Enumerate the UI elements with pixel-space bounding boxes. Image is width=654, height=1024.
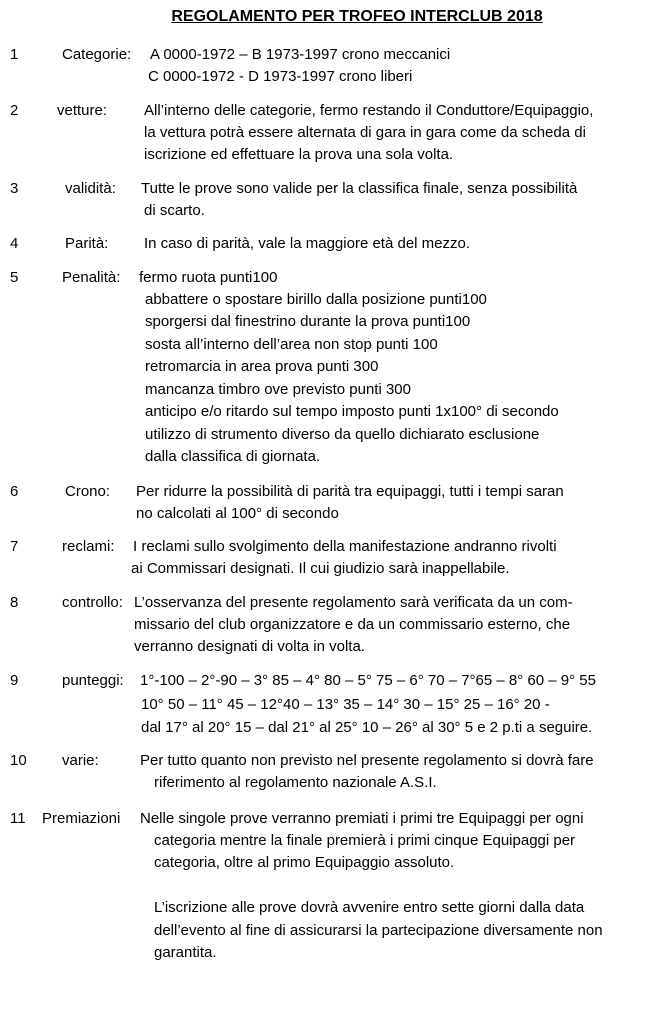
item-text-line: L’osservanza del presente regolamento sarà verificata da un com- [134,594,573,611]
item-text-line: mancanza timbro ove previsto punti 300 [145,381,411,398]
item-label-vetture: vetture: [57,102,108,119]
item-label-varie: varie: [62,752,99,769]
item-text-line: anticipo e/o ritardo sul tempo imposto punti 1x100° di secondo [145,403,559,420]
item-text-line: categoria, oltre al primo Equipaggio assoluto. [154,854,455,871]
item-text-line: di scarto. [144,202,205,219]
item-text-line: sporgersi dal finestrino durante la prova punti100 [145,313,471,330]
item-text-line: Per tutto quanto non previsto nel presente regolamento si dovrà fare [140,752,594,769]
item-text-line: L’iscrizione alle prove dovrà avvenire entro sette giorni dalla data [154,899,585,916]
item-number: 3 [10,180,19,197]
item-text-line: 10° 50 – 11° 45 – 12°40 – 13° 35 – 14° 30 – 15° 25 – 16° 20 - [141,696,550,713]
item-text-line: categoria mentre la finale premierà i primi cinque Equipaggi per [154,832,576,849]
item-text-line: dal 17° al 20° 15 – dal 21° al 25° 10 – 26° al 30° 5 e 2 p.ti a seguire. [141,719,593,736]
item-label-reclami: reclami: [62,538,115,555]
item-text-line: All’interno delle categorie, fermo restando il Conduttore/Equipaggio, [144,102,594,119]
item-text-line: garantita. [154,944,217,961]
item-text-line: C 0000-1972 - D 1973-1997 crono liberi [148,68,413,85]
item-text-line: dalla classifica di giornata. [145,448,321,465]
item-text-line: dell’evento al fine di assicurarsi la partecipazione diversamente non [154,922,603,939]
item-text-line: 1°-100 – 2°-90 – 3° 85 – 4° 80 – 5° 75 – 6° 70 – 7°65 – 8° 60 – 9° 55 [140,672,596,689]
item-text-line: Per ridurre la possibilità di parità tra equipaggi, tutti i tempi saran [136,483,564,500]
page-title: REGOLAMENTO PER TROFEO INTERCLUB 2018 [171,8,543,25]
item-text-line: utilizzo di strumento diverso da quello dichiarato esclusione [145,426,540,443]
item-number: 8 [10,594,19,611]
item-text-line: la vettura potrà essere alternata di gara in gara come da scheda di [144,124,586,141]
item-label-punteggi: punteggi: [62,672,124,689]
item-text-line: riferimento al regolamento nazionale A.S.I. [154,774,437,791]
item-number: 6 [10,483,19,500]
item-text-line: no calcolati al 100° di secondo [136,505,339,522]
item-text-line: Tutte le prove sono valide per la classifica finale, senza possibilità [141,180,578,197]
item-label-categorie: Categorie: [62,46,132,63]
item-label-penalita: Penalità: [62,269,121,286]
item-text-line: ai Commissari designati. Il cui giudizio sarà inappellabile. [131,560,510,577]
item-text-line: verranno designati di volta in volta. [134,638,365,655]
item-number: 10 [10,752,27,769]
item-label-validita: validità: [65,180,116,197]
item-text-line: Nelle singole prove verranno premiati i primi tre Equipaggi per ogni [140,810,584,827]
item-number: 7 [10,538,19,555]
item-label-parita: Parità: [65,235,109,252]
item-number: 9 [10,672,19,689]
item-text-line: In caso di parità, vale la maggiore età del mezzo. [144,235,471,252]
item-text-line: A 0000-1972 – B 1973-1997 crono meccanici [150,46,451,63]
item-number: 4 [10,235,19,252]
item-number: 11 [10,810,26,827]
item-text-line: abbattere o spostare birillo dalla posizione punti100 [145,291,487,308]
item-number: 5 [10,269,19,286]
item-text-line: retromarcia in area prova punti 300 [145,358,379,375]
item-label-crono: Crono: [65,483,111,500]
item-text-line: I reclami sullo svolgimento della manifestazione andranno rivolti [133,538,557,555]
item-text-line: sosta all’interno dell’area non stop punti 100 [145,336,438,353]
item-number: 2 [10,102,19,119]
item-text-line: missario del club organizzatore e da un commissario esterno, che [134,616,571,633]
item-text-line: fermo ruota punti100 [139,269,278,286]
item-label-premiazioni: Premiazioni [42,810,121,827]
item-number: 1 [10,46,19,63]
item-label-controllo: controllo: [62,594,123,611]
item-text-line: iscrizione ed effettuare la prova una sola volta. [144,146,454,163]
